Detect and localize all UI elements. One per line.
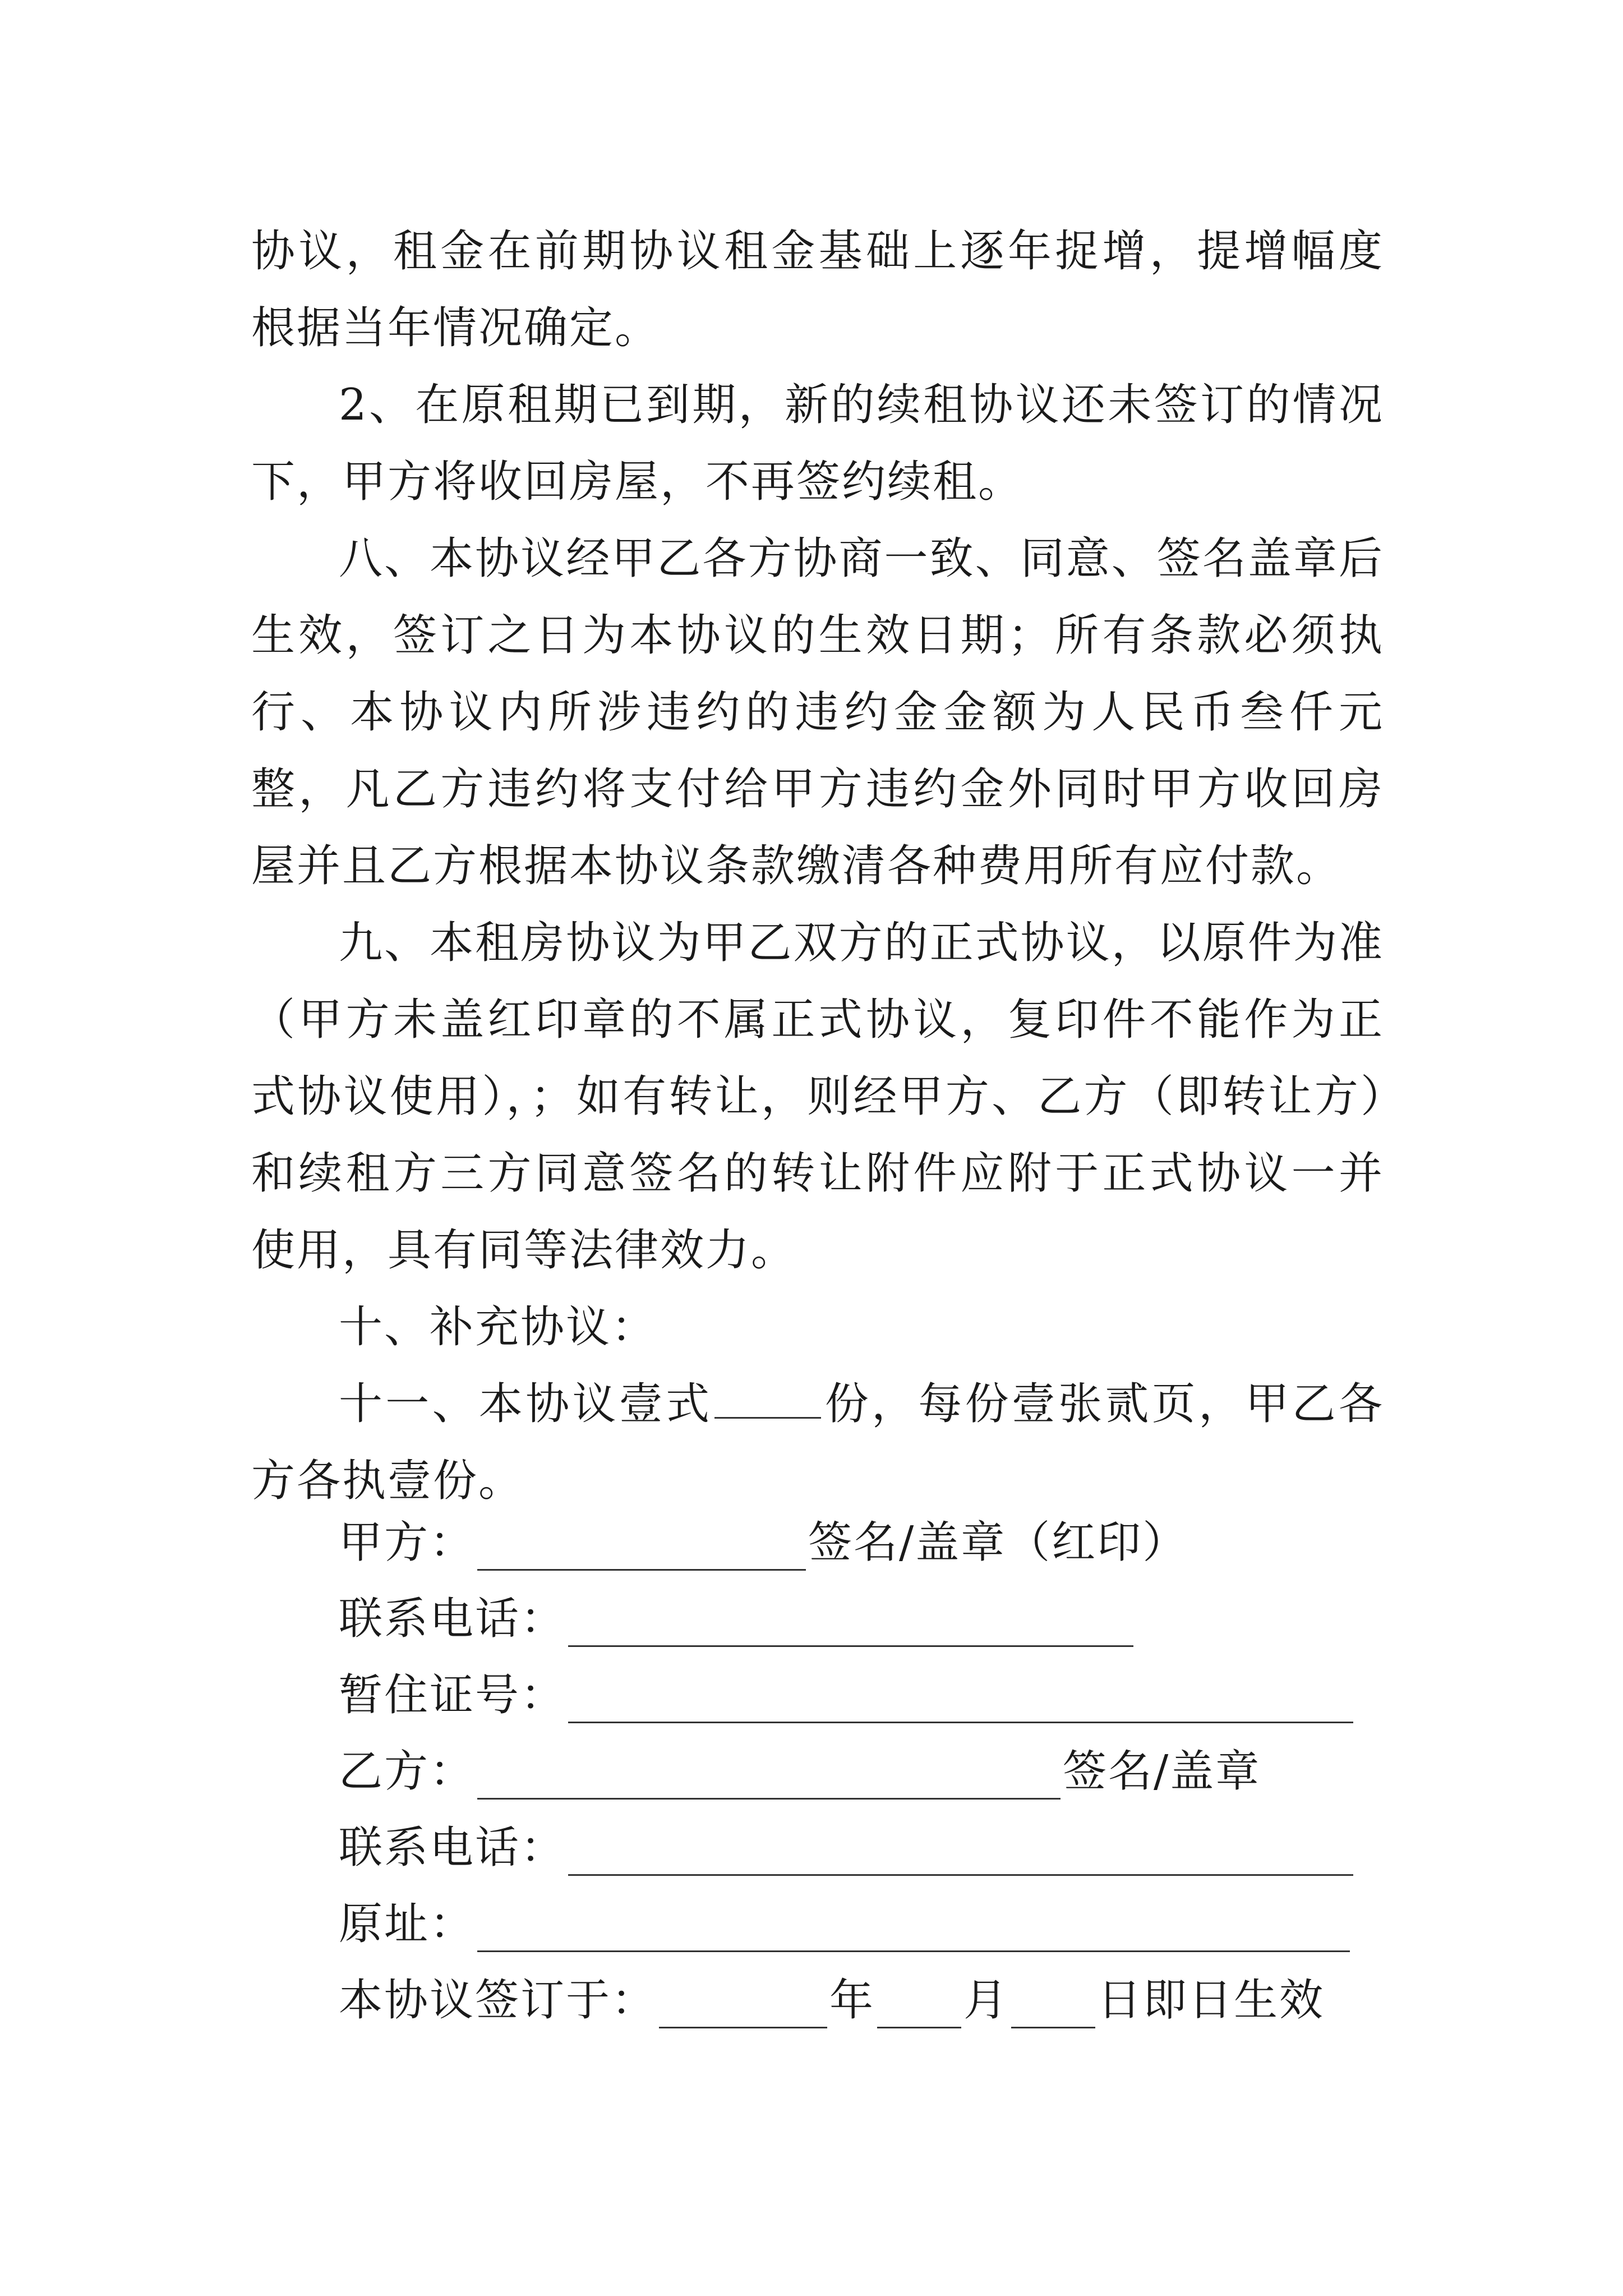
paragraph-clause-9: 九、本租房协议为甲乙双方的正式协议，以原件为准（甲方未盖红印章的不属正式协议，复印件不能作为正式协议使用），；如有转让，则经甲方、乙方（即转让方）和续租方三方同意签名的转让附件应附于正式协议一并使用，具有同等法律效力。 xyxy=(251,918,1384,1276)
clause-11-before: 十一、本协议壹式 xyxy=(339,1379,713,1429)
paragraph-clause-8: 八、本协议经甲乙各方协商一致、同意、签名盖章后生效，签订之日为本协议的生效日期；所有条款必须执行、本协议内所涉违约的违约金金额为人民币叁仟元整，凡乙方违约将支付给甲方违约金外同时甲方收回房屋并且乙方根据本协议条款缴清各种费用所有应付款。 xyxy=(251,533,1384,891)
paragraph-clause-11 xyxy=(251,1366,1384,1520)
date-label: 本协议签订于： xyxy=(339,1975,657,2026)
party-a-suffix: 签名/盖章（红印） xyxy=(808,1517,1188,1568)
address-row xyxy=(339,1896,1352,1952)
day-suffix: 日即日生效 xyxy=(1098,1975,1325,2026)
address-label: 原址： xyxy=(339,1899,476,1949)
phone-b-blank[interactable] xyxy=(568,1830,1353,1876)
copies-count-blank[interactable] xyxy=(714,1377,821,1419)
phone-a-blank[interactable] xyxy=(568,1602,1133,1647)
phone-b-label: 联系电话： xyxy=(339,1823,566,1873)
permit-blank[interactable] xyxy=(568,1678,1353,1723)
address-blank[interactable] xyxy=(477,1907,1350,1952)
party-b-blank[interactable] xyxy=(477,1754,1061,1800)
party-b-row xyxy=(339,1743,1261,1800)
month-blank[interactable] xyxy=(877,1983,961,2028)
party-a-blank[interactable] xyxy=(477,1525,806,1571)
year-blank[interactable] xyxy=(659,1983,827,2028)
clause-11-after: 份，每份壹张贰页，甲乙各方各执壹份。 xyxy=(251,1379,1384,1506)
date-row xyxy=(339,1972,1325,2028)
phone-b-row xyxy=(339,1820,1355,1876)
permit-label: 暂住证号： xyxy=(339,1670,566,1720)
document-body xyxy=(251,213,1384,1520)
phone-a-row xyxy=(339,1591,1136,1647)
party-b-label: 乙方： xyxy=(339,1746,476,1797)
year-label: 年 xyxy=(829,1975,875,2026)
month-label: 月 xyxy=(963,1975,1009,2026)
phone-a-label: 联系电话： xyxy=(339,1594,566,1644)
paragraph-clause-10: 十、补充协议： xyxy=(339,1302,657,1352)
paragraph-clause-7-2: 2、在原租期已到期，新的续租协议还未签订的情况下，甲方将收回房屋，不再签约续租。 xyxy=(251,380,1384,507)
day-blank[interactable] xyxy=(1011,1983,1095,2028)
permit-row xyxy=(339,1667,1355,1723)
party-a-label: 甲方： xyxy=(339,1517,476,1568)
party-a-row xyxy=(339,1515,1188,1571)
party-b-suffix: 签名/盖章 xyxy=(1063,1746,1261,1797)
paragraph-continuation: 协议，租金在前期协议租金基础上逐年捉增，提增幅度根据当年情况确定。 xyxy=(251,226,1384,353)
